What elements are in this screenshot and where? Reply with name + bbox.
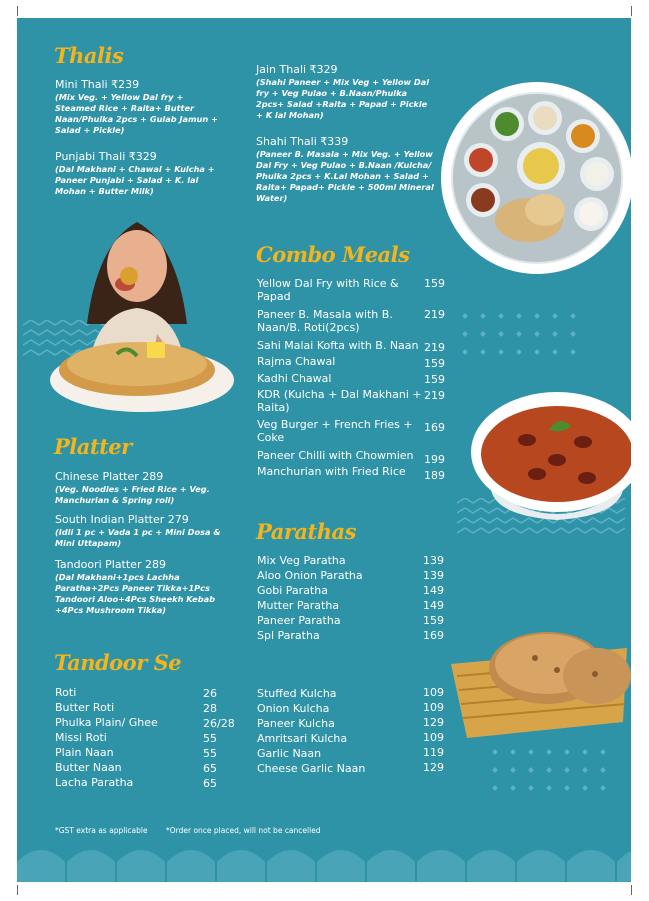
punjabi-thali-desc: (Dal Makhani + Chawal + Kulcha + Paneer Punjabi + Salad + K. lal Mohan + Butter Milk) xyxy=(55,164,215,196)
combo-price: 219 xyxy=(424,308,445,321)
dot-pattern-bottom xyxy=(493,750,619,804)
tandoor-item: Plain Naan xyxy=(55,746,114,759)
tandoor-price: 65 xyxy=(203,762,217,775)
kulcha-item: Onion Kulcha xyxy=(257,702,330,715)
dot-pattern-top xyxy=(463,314,589,368)
paratha-item: Gobi Paratha xyxy=(257,584,328,597)
paratha-price: 149 xyxy=(423,599,444,612)
combo-item: Rajma Chawal xyxy=(257,355,336,368)
kulcha-price: 109 xyxy=(423,686,444,699)
kulcha-item: Cheese Garlic Naan xyxy=(257,762,366,775)
gst-note: *GST extra as applicable xyxy=(55,826,148,835)
paratha-price: 169 xyxy=(423,629,444,642)
menu-page xyxy=(17,18,631,882)
kulcha-item: Stuffed Kulcha xyxy=(257,687,337,700)
tandoor-item: Missi Roti xyxy=(55,731,107,744)
paratha-price: 149 xyxy=(423,584,444,597)
kulcha-price: 129 xyxy=(423,716,444,729)
kulcha-item: Paneer Kulcha xyxy=(257,717,335,730)
combo-price: 159 xyxy=(424,357,445,370)
parathas-heading: Parathas xyxy=(256,519,356,544)
paratha-price: 159 xyxy=(423,614,444,627)
combo-item: Kadhi Chawal xyxy=(257,372,332,385)
rajma-bowl-image xyxy=(467,390,631,530)
shahi-thali-desc: (Paneer B. Masala + Mix Veg. + Yellow Dal Fry + Veg Pulao + B.Naan /Kulcha/ Phulka 2pcs + K.Lal Mohan + Salad + Raita+ Papad+ Pickle + 500ml Mineral Water) xyxy=(256,149,434,203)
kulcha-item: Amritsari Kulcha xyxy=(257,732,348,745)
order-note: *Order once placed, will not be cancelled xyxy=(166,826,321,835)
shahi-thali-title: Shahi Thali ₹339 xyxy=(256,135,349,148)
paratha-item: Aloo Onion Paratha xyxy=(257,569,363,582)
tandoor-price: 55 xyxy=(203,732,217,745)
tandoori-platter-title: Tandoori Platter 289 xyxy=(55,558,166,571)
kulcha-price: 109 xyxy=(423,731,444,744)
tandoor-item: Lacha Paratha xyxy=(55,776,134,789)
mini-thali-desc: (Mix Veg. + Yellow Dal fry + Steamed Rice + Raita+ Butter Naan/Phulka 2pcs + Gulab Jamun + Salad + Pickle) xyxy=(55,92,218,135)
combo-item: Yellow Dal Fry with Rice & Papad xyxy=(257,277,399,303)
dome-border xyxy=(17,836,631,882)
paratha-item: Mutter Paratha xyxy=(257,599,340,612)
combo-price: 159 xyxy=(424,277,445,290)
kulcha-price: 129 xyxy=(423,761,444,774)
tandoor-item: Butter Naan xyxy=(55,761,122,774)
paratha-item: Mix Veg Paratha xyxy=(257,554,346,567)
combo-item: Paneer B. Masala with B. Naan/B. Roti(2pcs) xyxy=(257,308,393,334)
tandoor-price: 28 xyxy=(203,702,217,715)
paratha-item: Paneer Paratha xyxy=(257,614,341,627)
tandoor-price: 26 xyxy=(203,687,217,700)
combo-item: Paneer Chilli with Chowmien xyxy=(257,449,414,462)
kulcha-price: 119 xyxy=(423,746,444,759)
tandoori-platter-desc: (Dal Makhani+1pcs Lachha Paratha+2Pcs Paneer Tikka+1Pcs Tandoori Aloo+4Pcs Sheekh Kebab +4Pcs Mushroom Tikka) xyxy=(55,572,215,615)
jain-thali-desc: (Shahi Paneer + Mix Veg + Yellow Dal fry + Veg Pulao + B.Naan/Phulka 2pcs+ Salad +Raita + Papad + Pickle + K lal Mohan) xyxy=(256,77,430,120)
bread-basket-image xyxy=(447,618,631,748)
tandoor-item: Roti xyxy=(55,686,77,699)
thali-plate-image xyxy=(437,82,631,278)
tandoor-item: Butter Roti xyxy=(55,701,115,714)
combo-price: 159 xyxy=(424,373,445,386)
combo-item: Sahi Malai Kofta with B. Naan xyxy=(257,339,419,352)
combo-item: Veg Burger + French Fries + Coke xyxy=(257,418,413,444)
kulcha-price: 109 xyxy=(423,701,444,714)
thalis-heading: Thalis xyxy=(54,43,124,68)
combo-item: Manchurian with Fried Rice xyxy=(257,465,406,478)
platter-heading: Platter xyxy=(54,434,132,459)
paratha-item: Spl Paratha xyxy=(257,629,320,642)
tandoor-price: 26/28 xyxy=(203,717,235,730)
tandoor-price: 55 xyxy=(203,747,217,760)
woman-eating-paratha-image xyxy=(47,204,237,424)
jain-thali-title: Jain Thali ₹329 xyxy=(256,63,338,76)
chinese-platter-desc: (Veg. Noodles + Fried Rice + Veg. Manchurian & Spring roll) xyxy=(55,484,210,505)
tandoor-item: Phulka Plain/ Ghee xyxy=(55,716,158,729)
tandoor-price: 65 xyxy=(203,777,217,790)
combo-price: 189 xyxy=(424,469,445,482)
tandoor-se-heading: Tandoor Se xyxy=(54,650,182,675)
paratha-price: 139 xyxy=(423,554,444,567)
combo-item: KDR (Kulcha + Dal Makhani + Raita) xyxy=(257,388,422,414)
south-indian-platter-desc: (Idli 1 pc + Vada 1 pc + Mini Dosa & Mini Uttapam) xyxy=(55,527,221,548)
kulcha-item: Garlic Naan xyxy=(257,747,322,760)
punjabi-thali-title: Punjabi Thali ₹329 xyxy=(55,150,157,163)
chinese-platter-title: Chinese Platter 289 xyxy=(55,470,164,483)
combo-meals-heading: Combo Meals xyxy=(256,242,410,267)
mini-thali-title: Mini Thali ₹239 xyxy=(55,78,140,91)
combo-price: 169 xyxy=(424,421,445,434)
combo-price: 199 xyxy=(424,453,445,466)
combo-price: 219 xyxy=(424,389,445,402)
paratha-price: 139 xyxy=(423,569,444,582)
combo-price: 219 xyxy=(424,341,445,354)
south-indian-platter-title: South Indian Platter 279 xyxy=(55,513,189,526)
